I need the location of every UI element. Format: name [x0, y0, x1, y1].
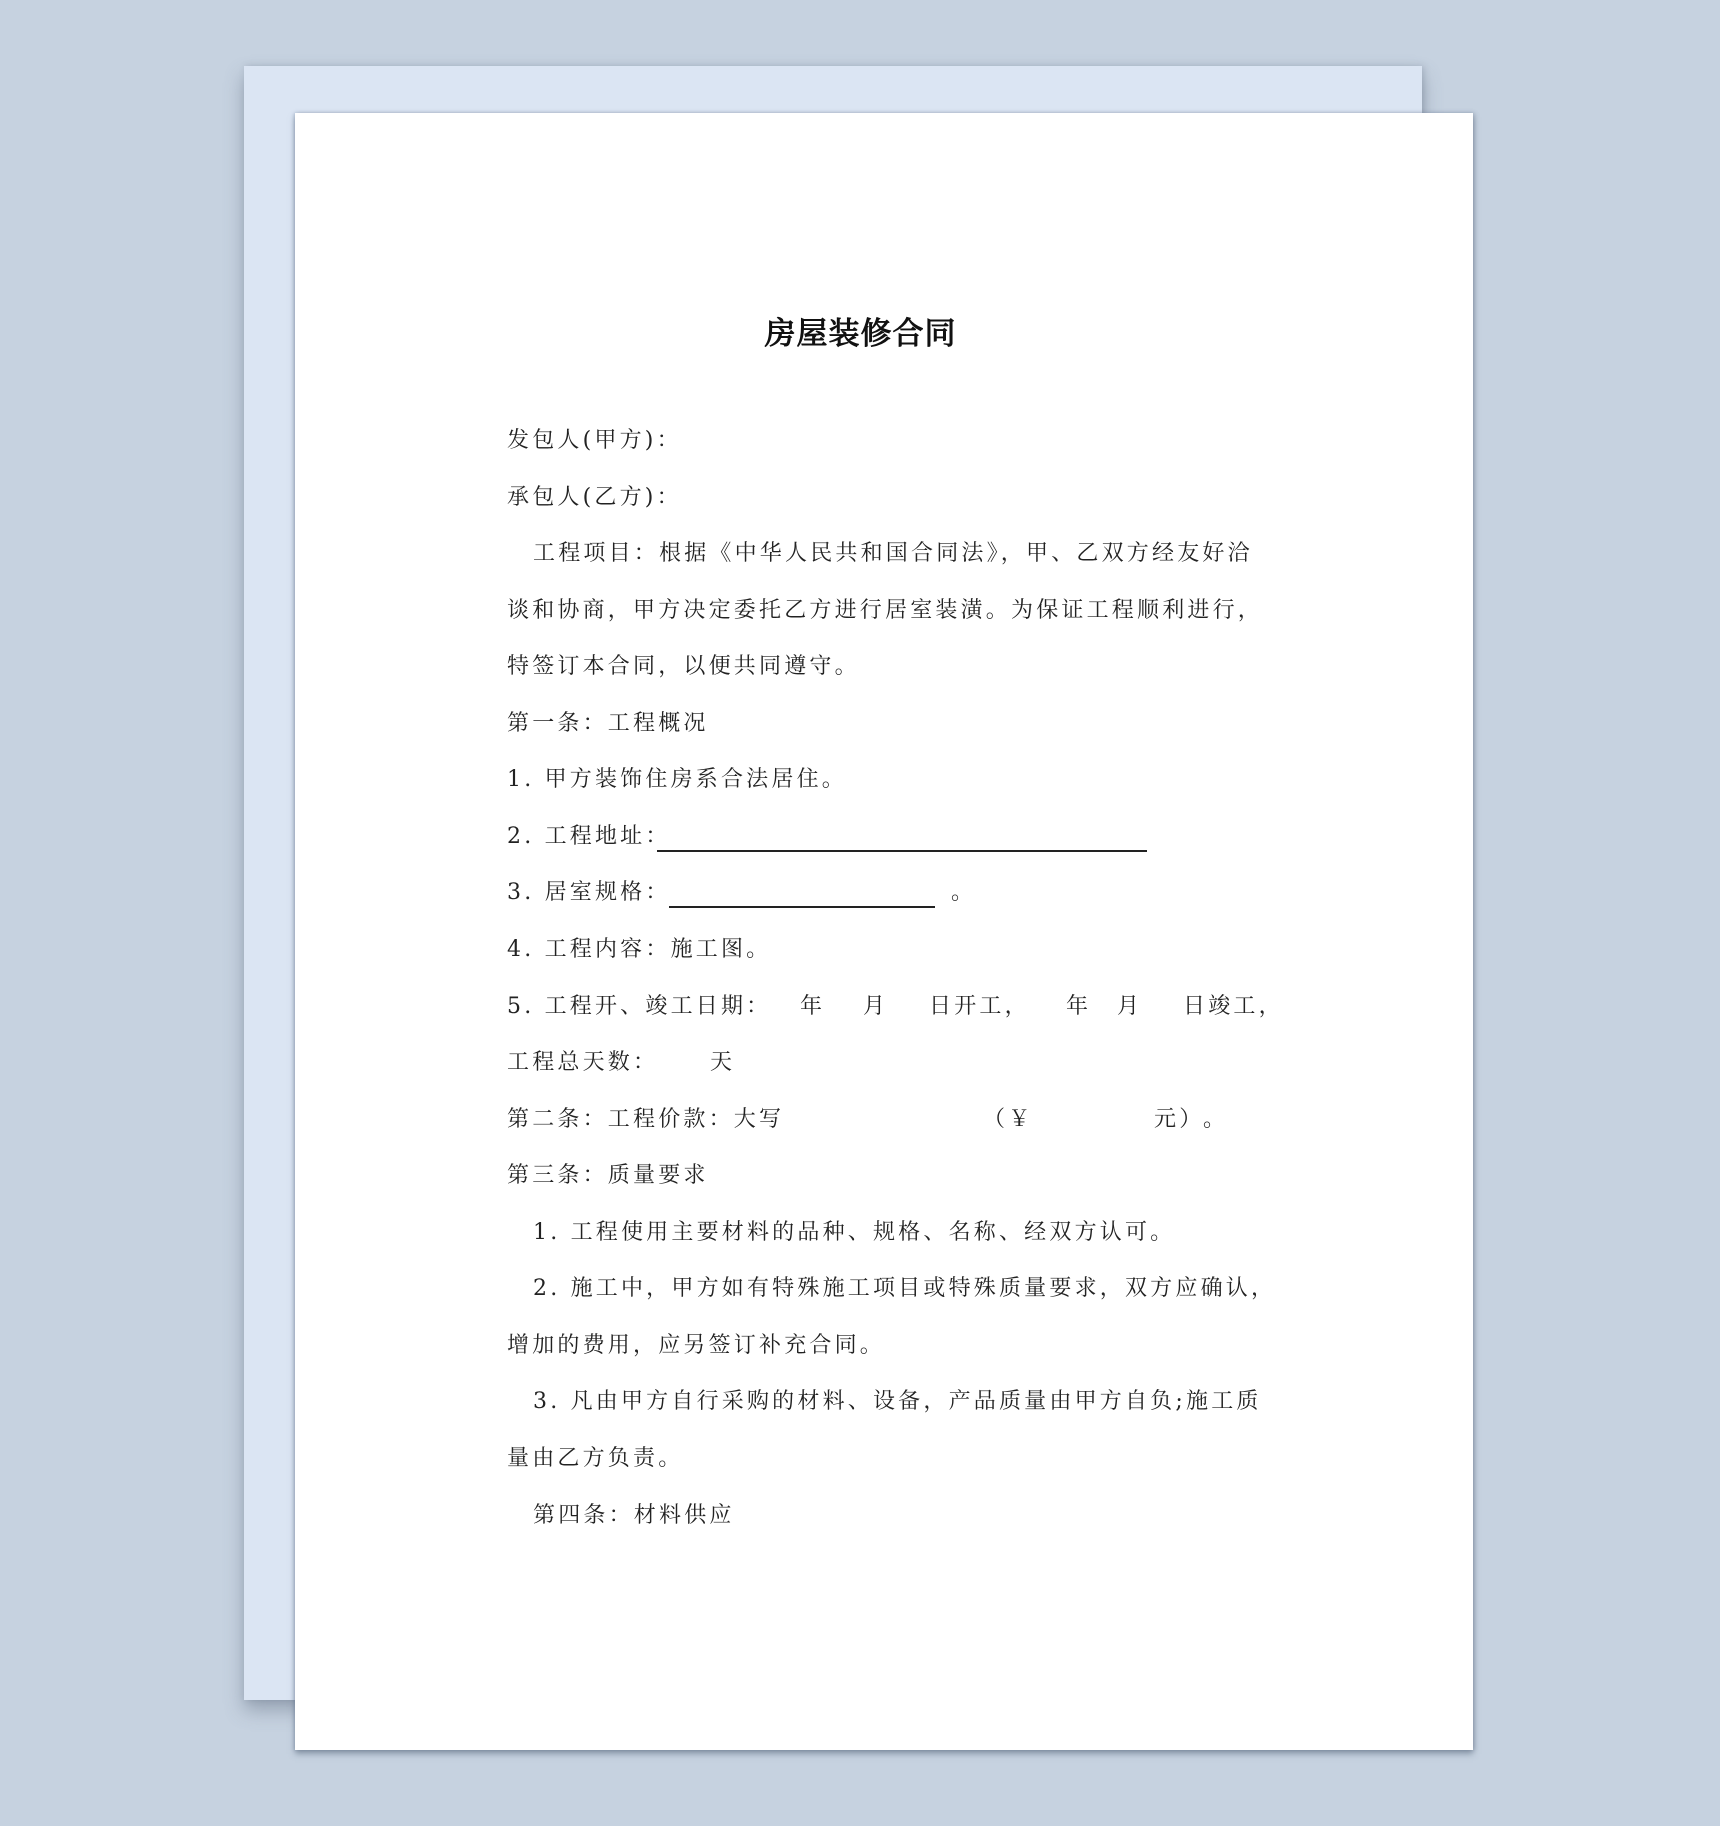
article-3-item-2-line-2: 增加的费用，应另签订补充合同。 [507, 1333, 886, 1358]
end-day-label: 日竣工， [1183, 994, 1284, 1019]
start-day-label: 日开工， [929, 994, 1030, 1019]
article-1-item-4: 4. 工程内容：施工图。 [507, 937, 772, 962]
party-b-label: 承包人(乙方)： [507, 485, 682, 510]
preamble-line-3: 特签订本合同，以便共同遵守。 [507, 654, 860, 679]
article-2-heading: 第二条：工程价款：大写 [507, 1107, 785, 1132]
article-1-item-2-label: 2. 工程地址： [507, 824, 671, 849]
article-1-heading: 第一条：工程概况 [507, 711, 709, 736]
article-1-item-5-label: 5. 工程开、竣工日期： [507, 994, 772, 1019]
party-a-label: 发包人(甲方)： [507, 428, 682, 453]
preamble-line-1: 工程项目：根据《中华人民共和国合同法》，甲、乙双方经友好洽 [533, 541, 1253, 566]
article-3-item-3-line-2: 量由乙方负责。 [507, 1446, 684, 1471]
document-title: 房屋装修合同 [764, 316, 957, 352]
end-month-label: 月 [1117, 994, 1143, 1019]
price-yuan-label: 元） [1154, 1107, 1205, 1132]
article-4-heading: 第四条：材料供应 [533, 1503, 735, 1528]
end-year-label: 年 [1066, 994, 1092, 1019]
article-3-item-2-line-1: 2. 施工中，甲方如有特殊施工项目或特殊质量要求，双方应确认， [533, 1276, 1277, 1301]
article-1-item-1: 1. 甲方装饰住房系合法居住。 [507, 767, 847, 792]
start-year-label: 年 [800, 994, 826, 1019]
front-page-sheet [295, 113, 1473, 1750]
article-3-item-3-line-1: 3. 凡由甲方自行采购的材料、设备，产品质量由甲方自负;施工质 [533, 1389, 1262, 1414]
article-3-heading: 第三条：质量要求 [507, 1163, 709, 1188]
price-numeric-open: （￥ [983, 1107, 1034, 1132]
start-month-label: 月 [863, 994, 889, 1019]
preamble-line-2: 谈和协商，甲方决定委托乙方进行居室装潢。为保证工程顺利进行， [507, 598, 1264, 623]
price-end-mark: 。 [1203, 1107, 1229, 1132]
total-days-label: 工程总天数： [507, 1050, 659, 1075]
address-blank-line [657, 850, 1147, 852]
article-1-item-3-label: 3. 居室规格： [507, 880, 671, 905]
room-spec-blank-line [669, 906, 935, 908]
total-days-unit: 天 [710, 1050, 736, 1075]
article-3-item-1: 1. 工程使用主要材料的品种、规格、名称、经双方认可。 [533, 1220, 1176, 1245]
room-spec-end-mark: 。 [951, 880, 977, 905]
